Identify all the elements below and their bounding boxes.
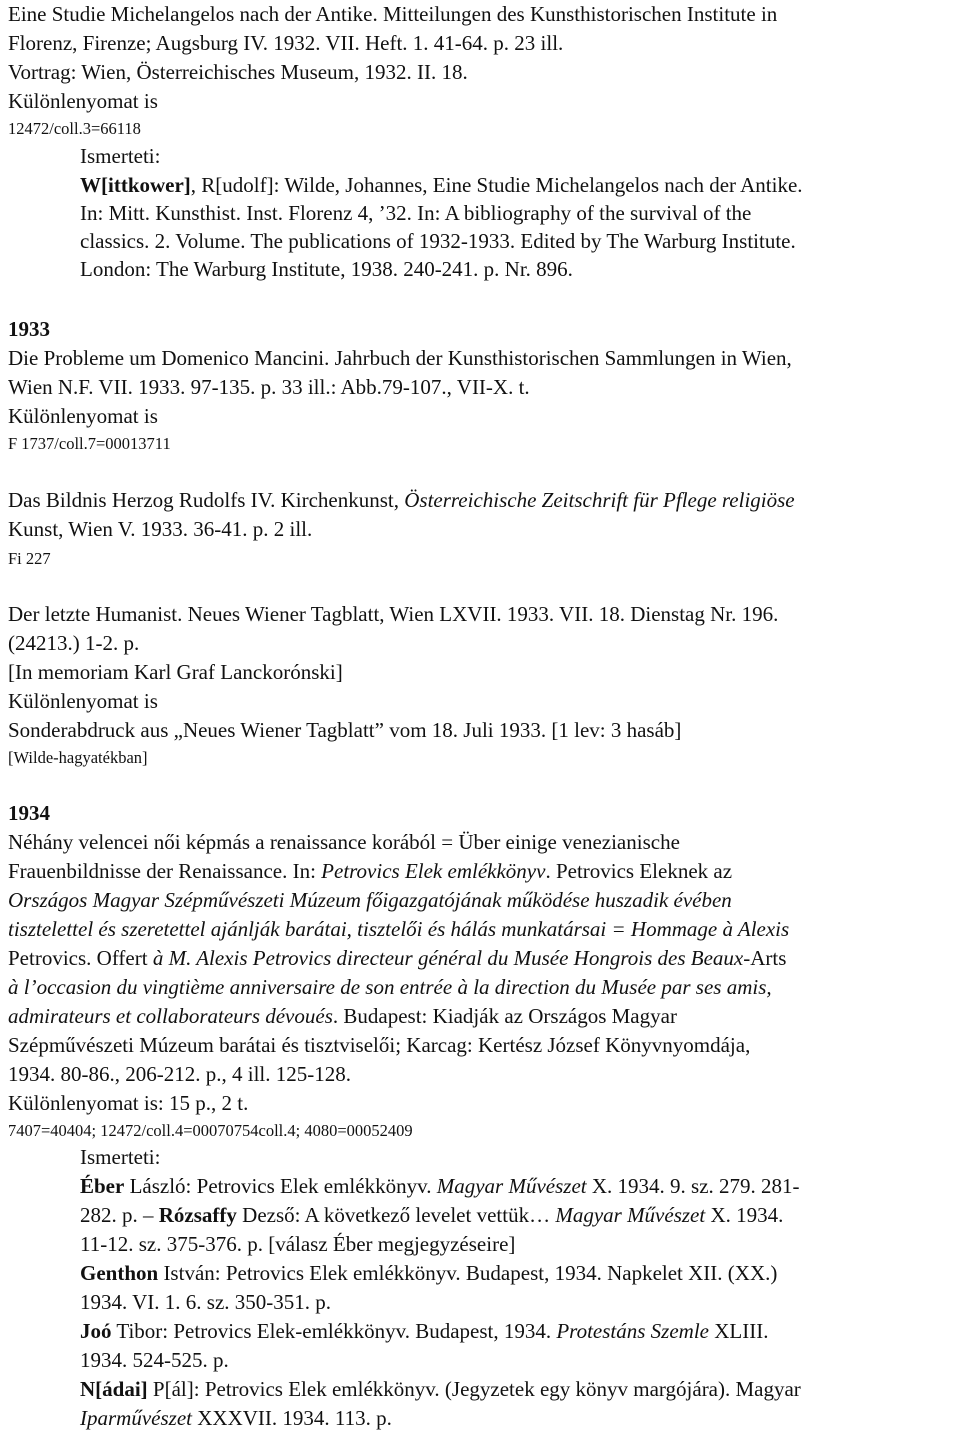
entry-text: Frauenbildnisse der Renaissance. In: [8, 859, 322, 883]
entry-line: à l’occasion du vingtième anniversaire de son entrée à la direction du Musée par ses amis, [8, 975, 772, 999]
reviewer-name: W[ittkower] [80, 173, 191, 197]
review-line [80, 1202, 956, 1228]
entry-line: 1934. 80-86., 206-212. p., 4 ill. 125-128. [8, 1062, 351, 1086]
shelfmark: 12472/coll.3=66118 [8, 119, 141, 138]
entry-line: Eine Studie Michelangelos nach der Antike. Mitteilungen des Kunsthistorischen Institute in [8, 2, 778, 26]
journal-title: Magyar Művészet [555, 1203, 706, 1227]
shelfmark: 7407=40404; 12472/coll.4=00070754coll.4; 4080=00052409 [8, 1121, 413, 1140]
entry-line [8, 1003, 956, 1029]
review-line: 11-12. sz. 375-376. p. [válasz Éber megjegyzéseire] [80, 1232, 516, 1256]
entry-text: . Petrovics Eleknek az [545, 859, 733, 883]
review-line: In: Mitt. Kunsthist. Inst. Florenz 4, ’32. In: A bibliography of the survival of the [80, 201, 752, 225]
entry-text: . Budapest: Kiadják az Országos Magyar [332, 1004, 677, 1028]
entry-line: Országos Magyar Szépművészeti Múzeum főigazgatójának működése huszadik évében [8, 888, 732, 912]
review-text: P[ál]: Petrovics Elek emlékkönyv. (Jegyzetek egy könyv margójára). Magyar [147, 1377, 801, 1401]
offprint-note: Különlenyomat is [8, 404, 158, 428]
review-text: István: Petrovics Elek emlékkönyv. Budapest, 1934. Napkelet XII. (XX.) [158, 1261, 778, 1285]
offprint-note: Különlenyomat is [8, 689, 158, 713]
review-text: X. 1934. [705, 1203, 784, 1227]
journal-title: Österreichische Zeitschrift für Pflege religiöse [404, 488, 795, 512]
review-line [80, 172, 956, 198]
review-text: XLIII. [708, 1319, 769, 1343]
entry-line: tisztelettel és szeretettel ajánlják barátai, tisztelői és hálás munkatársai = Hommage à Alexis [8, 917, 790, 941]
reviewer-name: Genthon [80, 1261, 159, 1285]
entry-text: Das Bildnis Herzog Rudolfs IV. Kirchenkunst, [8, 488, 405, 512]
review-line [80, 1173, 956, 1199]
review-line [80, 1376, 956, 1402]
entry-line: (24213.) 1-2. p. [8, 631, 140, 655]
entry-line: [In memoriam Karl Graf Lanckorónski] [8, 660, 343, 684]
dedication-text: à M. Alexis Petrovics directeur général du Musée Hongrois des Beaux [152, 946, 744, 970]
shelfmark: [Wilde-hagyatékban] [8, 748, 148, 767]
review-line: classics. 2. Volume. The publications of 1932-1933. Edited by The Warburg Institute. [80, 229, 796, 253]
review-text: XXXVII. 1934. 113. p. [191, 1406, 392, 1430]
review-line: London: The Warburg Institute, 1938. 240-241. p. Nr. 896. [80, 257, 573, 281]
dedication-text: admirateurs et collaborateurs dévoués [8, 1004, 333, 1028]
shelfmark: Fi 227 [8, 549, 51, 568]
year-heading: 1933 [8, 317, 50, 341]
reviewer-name: Rózsaffy [158, 1203, 237, 1227]
journal-title: Protestáns Szemle [556, 1319, 709, 1343]
reviewer-name: Joó [80, 1319, 112, 1343]
journal-title: Iparművészet [80, 1406, 192, 1430]
review-line [80, 1318, 956, 1344]
entry-line [8, 487, 956, 513]
reviewer-name: Éber [80, 1174, 125, 1198]
review-line: 1934. 524-525. p. [80, 1348, 229, 1372]
entry-line: Der letzte Humanist. Neues Wiener Tagblatt, Wien LXVII. 1933. VII. 18. Dienstag Nr. 196. [8, 602, 779, 626]
review-line [80, 1405, 956, 1431]
journal-title: Magyar Művészet [436, 1174, 587, 1198]
book-title: Petrovics Elek emlékkönyv [321, 859, 546, 883]
entry-line: Néhány velencei női képmás a renaissance korából = Über einige venezianische [8, 830, 680, 854]
review-line [80, 1260, 956, 1286]
entry-line: Florenz, Firenze; Augsburg IV. 1932. VII. Heft. 1. 41-64. p. 23 ill. [8, 31, 564, 55]
review-line: 1934. VI. 1. 6. sz. 350-351. p. [80, 1290, 332, 1314]
entry-line: Sonderabdruck aus „Neues Wiener Tagblatt” vom 18. Juli 1933. [1 lev: 3 hasáb] [8, 718, 682, 742]
shelfmark: F 1737/coll.7=00013711 [8, 434, 171, 453]
review-text: 282. p. – [80, 1203, 159, 1227]
entry-line: Die Probleme um Domenico Mancini. Jahrbuch der Kunsthistorischen Sammlungen in Wien, [8, 346, 792, 370]
offprint-note: Különlenyomat is: 15 p., 2 t. [8, 1091, 249, 1115]
review-text: László: Petrovics Elek emlékkönyv. [124, 1174, 437, 1198]
entry-text: Petrovics. Offert [8, 946, 153, 970]
review-text: , R[udolf]: Wilde, Johannes, Eine Studie Michelangelos nach der Antike. [190, 173, 803, 197]
reviewer-name: N[ádai] [80, 1377, 148, 1401]
entry-line [8, 858, 956, 884]
entry-line [8, 945, 956, 971]
entry-text: -Arts [743, 946, 787, 970]
entry-line: Wien N.F. VII. 1933. 97-135. p. 33 ill.: Abb.79-107., VII-X. t. [8, 375, 530, 399]
review-text: X. 1934. 9. sz. 279. 281- [586, 1174, 800, 1198]
review-text: Dezső: A következő levelet vettük… [236, 1203, 556, 1227]
review-label: Ismerteti: [80, 144, 161, 168]
year-heading: 1934 [8, 801, 50, 825]
entry-line: Vortrag: Wien, Österreichisches Museum, 1932. II. 18. [8, 60, 468, 84]
review-label: Ismerteti: [80, 1145, 161, 1169]
entry-line: Szépművészeti Múzeum barátai és tisztviselői; Karcag: Kertész József Könyvnyomdája, [8, 1033, 751, 1057]
entry-line: Kunst, Wien V. 1933. 36-41. p. 2 ill. [8, 517, 313, 541]
review-text: Tibor: Petrovics Elek-emlékkönyv. Budapest, 1934. [111, 1319, 557, 1343]
offprint-note: Különlenyomat is [8, 89, 158, 113]
